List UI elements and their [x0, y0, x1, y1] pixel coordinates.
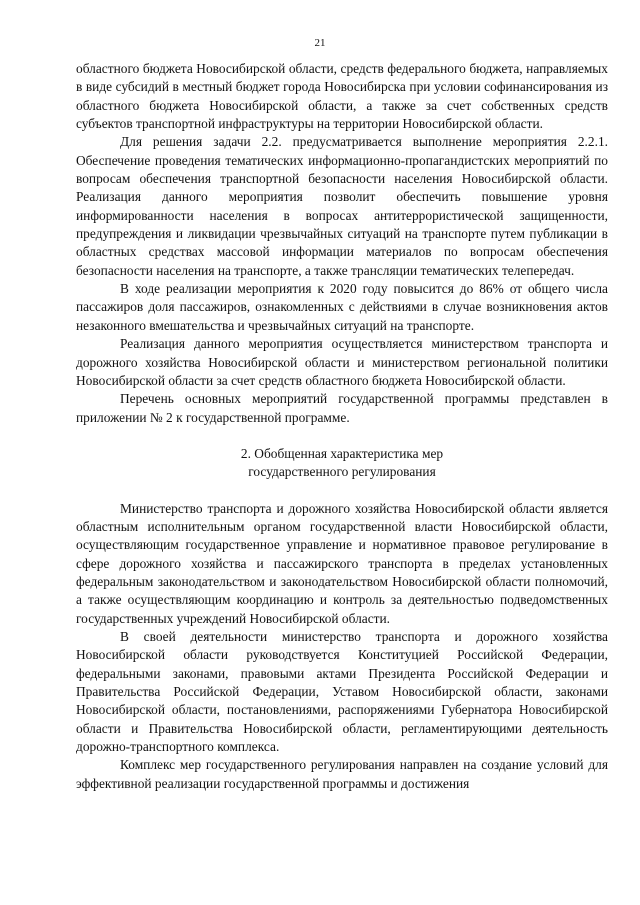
paragraph-task-2-2: Для решения задачи 2.2. предусматривается выполнение мероприятия 2.2.1. Обеспечение проведения тематических информационно-пропагандистских мероприятий по вопросам обеспечения транспортной безопасности населения Новосибирской области. Реализация данного мероприятия позволит обеспечить повышение уровня информированности населения в вопросах антитеррористической защищенности, предупреждения и ликвидации чрезвычайных ситуаций на транспорте путем публикации в областных средствах массовой информации материалов по вопросам обеспечения безопасности населения на транспорте, а также трансляции тематических телепередач.	[76, 134, 608, 278]
section-heading-line-2: государственного регулирования	[248, 464, 436, 480]
spacer	[76, 427, 608, 445]
paragraph-responsible-ministries: Реализация данного мероприятия осуществляется министерством транспорта и дорожного хозяйства Новосибирской области и министерством региональной политики Новосибирской области за счет средств областного бюджета Новосибирской области.	[76, 336, 608, 388]
spacer	[76, 482, 608, 500]
paragraph-regulation-measures: Комплекс мер государственного регулирования направлен на создание условий для эффективной реализации государственной программы и достижения	[76, 757, 608, 791]
page-body	[76, 60, 608, 793]
paragraph-implementation-2020: В ходе реализации мероприятия к 2020 году повысится до 86% от общего числа пассажиров доля пассажиров, ознакомленных с действиями в случае возникновения актов незаконного вмешательства и чрезвычайных ситуаций на транспорте.	[76, 281, 608, 333]
paragraph-legal-basis: В своей деятельности министерство транспорта и дорожного хозяйства Новосибирской области руководствуется Конституцией Российской Федерации, федеральными законами, правовыми актами Президента Российской Федерации и Правительства Российской Федерации, Уставом Новосибирской области, законами Новосибирской области, постановлениями, распоряжениями Губернатора Новосибирской области и Правительства Новосибирской области, регламентирующими деятельность дорожно-транспортного комплекса.	[76, 628, 608, 755]
paragraph-activities-list: Перечень основных мероприятий государственной программы представлен в приложении № 2 к государственной программе.	[76, 391, 608, 425]
page-number: 21	[314, 37, 326, 49]
paragraph-ministry-role: Министерство транспорта и дорожного хозяйства Новосибирской области является областным исполнительным органом государственной власти Новосибирской области, осуществляющим государственное управление и нормативное правовое регулирование в сфере дорожного хозяйства и пассажирского транспорта в пределах установленных федеральным законодательством и законодательством Новосибирской области полномочий, а также осуществляющим координацию и контроль за деятельностью подведомственных государственных учреждений Новосибирской области.	[76, 500, 608, 626]
section-heading-line-1: 2. Обобщенная характеристика мер	[240, 445, 444, 461]
paragraph-continuation: областного бюджета Новосибирской области, средств федерального бюджета, направляемых в виде субсидий в местный бюджет города Новосибирска при условии софинансирования из областного бюджета Новосибирской области, а также за счет собственных средств субъектов транспортной инфраструктуры на территории Новосибирской области.	[76, 61, 608, 132]
